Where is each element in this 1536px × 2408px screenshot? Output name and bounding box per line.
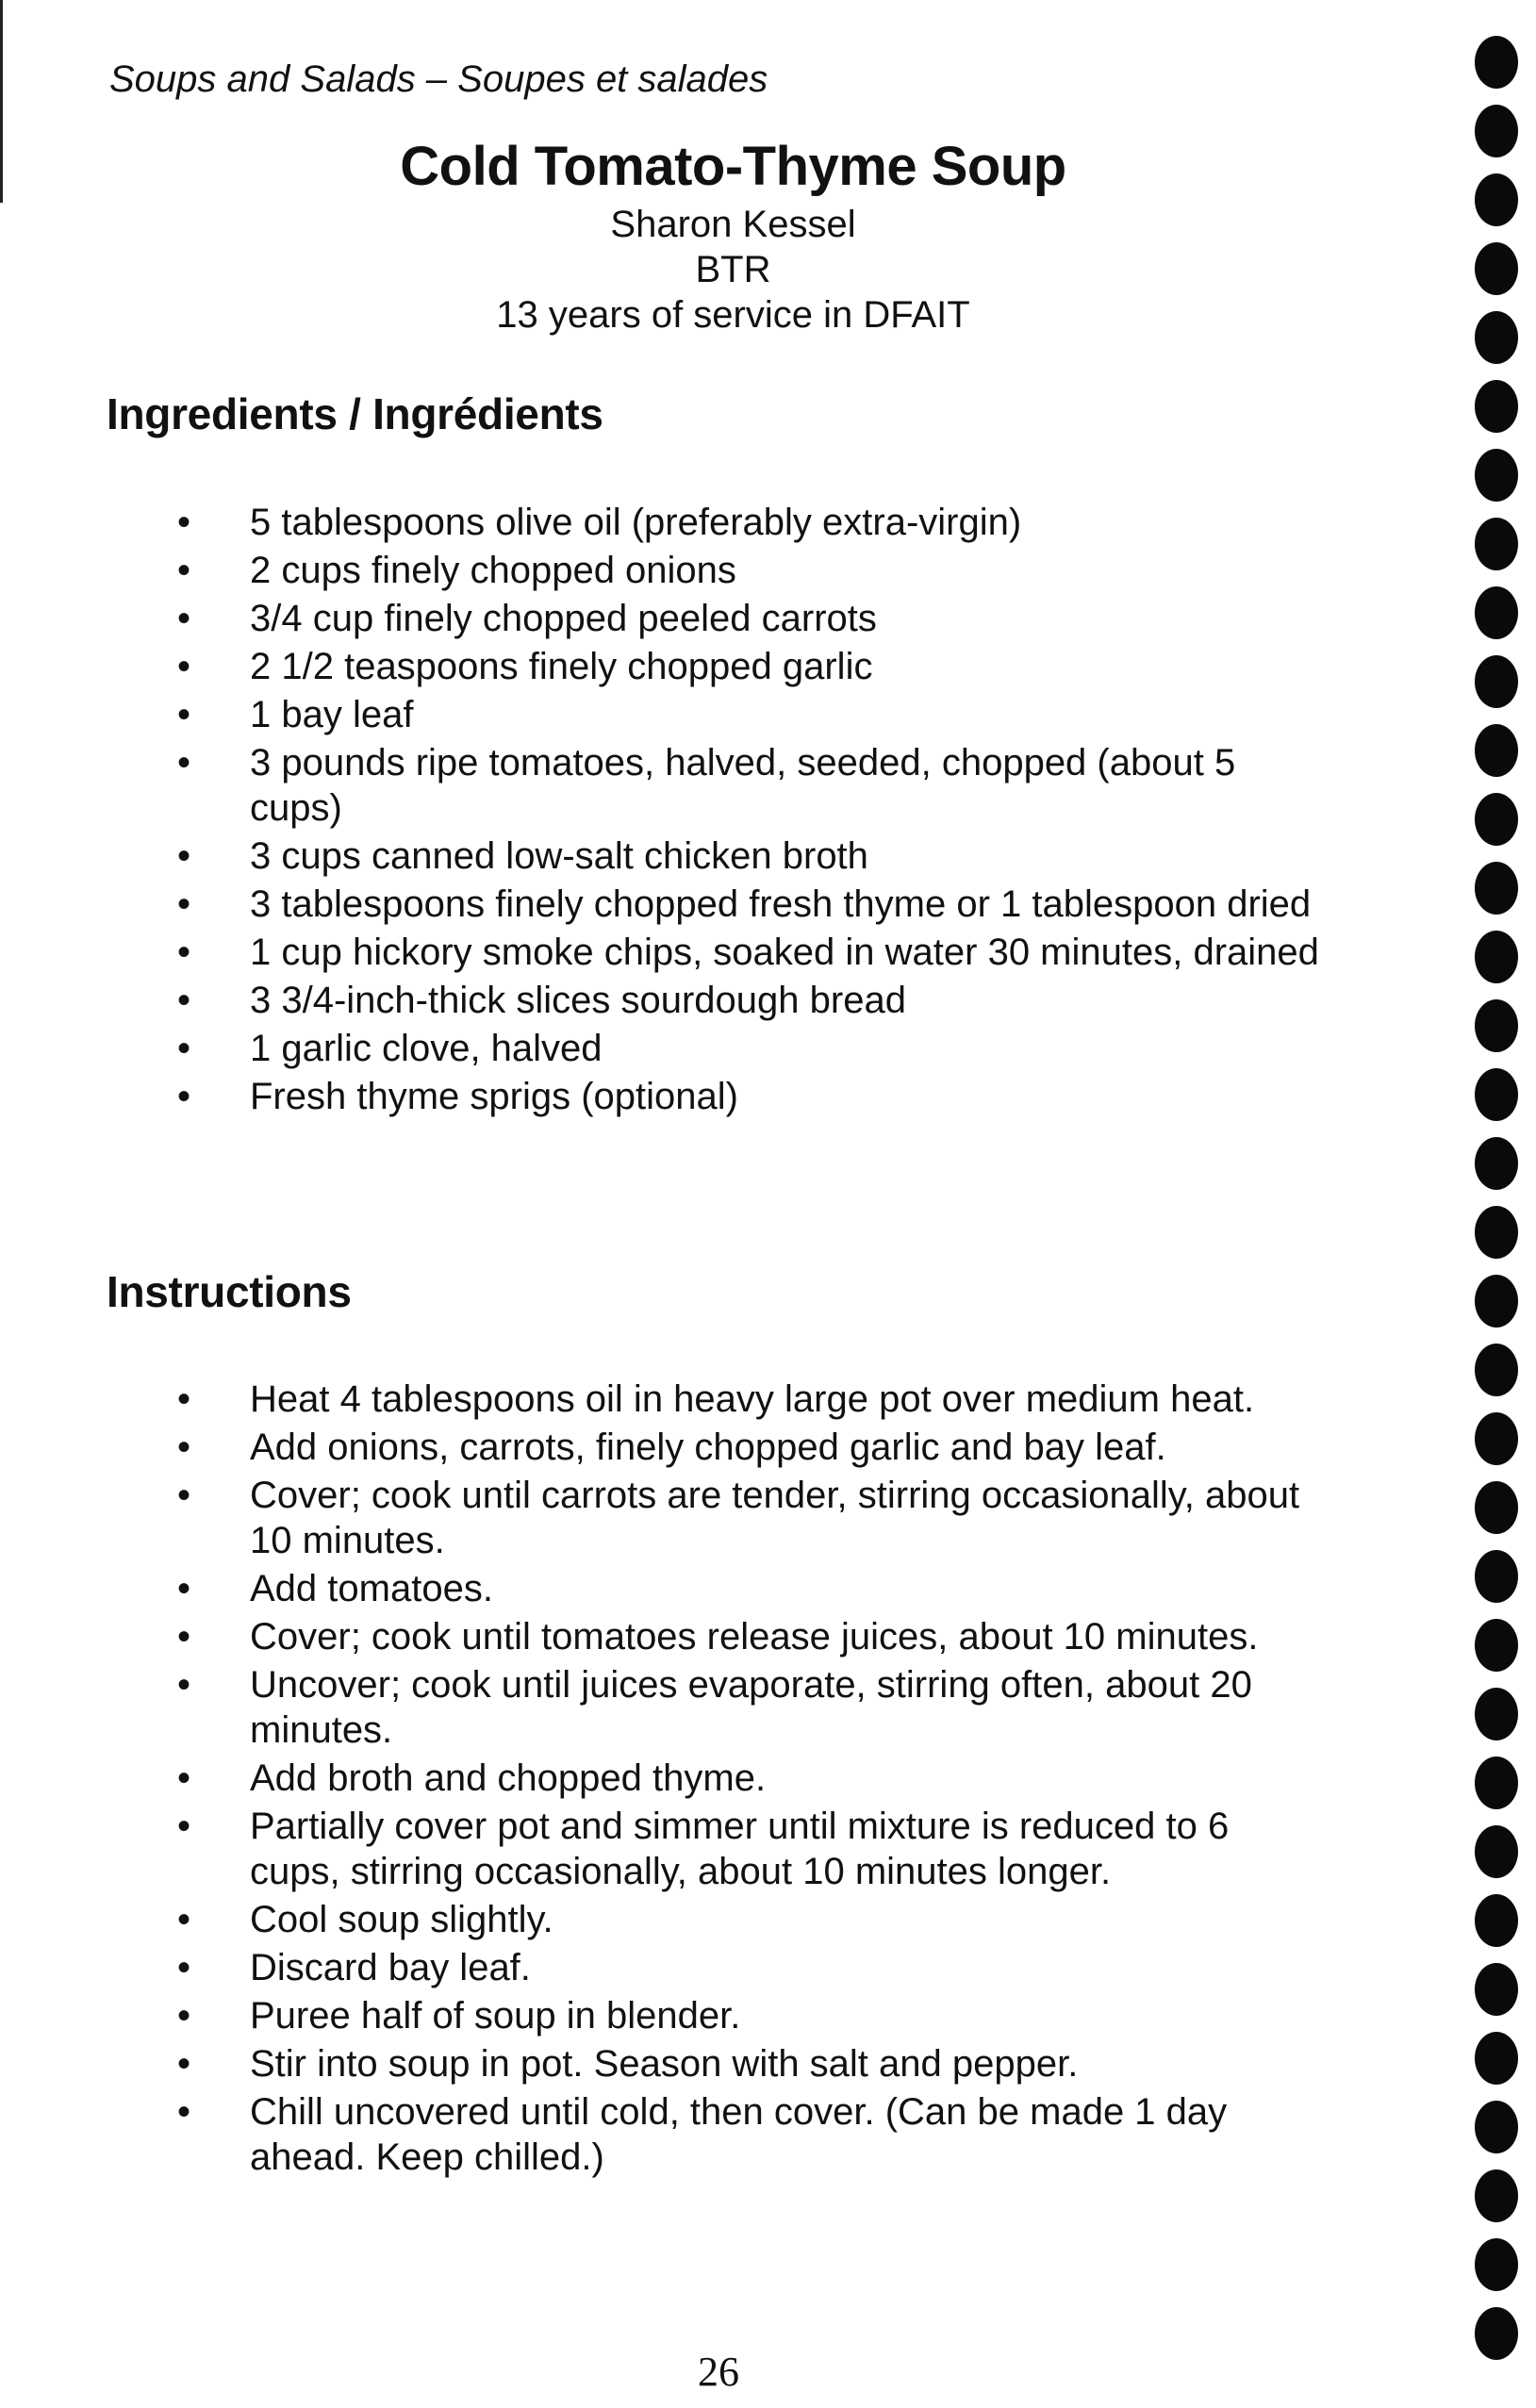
ingredient-text: 2 1/2 teaspoons finely chopped garlic: [250, 646, 873, 687]
bullet-icon: •: [177, 1616, 191, 1658]
bullet-icon: •: [177, 980, 191, 1021]
bullet-icon: •: [177, 742, 191, 783]
recipe-title-block: [0, 132, 1466, 338]
instruction-step: [0, 1473, 1320, 1563]
ingredient-text: 3 cups canned low-salt chicken broth: [250, 835, 868, 877]
instruction-step: [0, 1897, 1320, 1942]
binding-hole-icon: [1475, 862, 1518, 915]
binding-hole-icon: [1475, 1550, 1518, 1603]
ingredient-item: [0, 644, 1320, 689]
bullet-icon: •: [177, 835, 191, 877]
binding-hole-icon: [1475, 2307, 1518, 2360]
binding-hole-icon: [1475, 1894, 1518, 1947]
binding-hole-icon: [1475, 2101, 1518, 2153]
ingredient-text: 1 garlic clove, halved: [250, 1028, 603, 1069]
ingredient-item: [0, 978, 1320, 1023]
ingredient-item: [0, 740, 1320, 831]
instructions-list: [0, 1377, 1320, 2183]
binding-hole-icon: [1475, 1275, 1518, 1328]
binding-hole-icon: [1475, 1344, 1518, 1396]
ingredient-item: [0, 930, 1320, 975]
ingredient-item: [0, 882, 1320, 927]
instruction-step: [0, 1377, 1320, 1422]
binding-hole-icon: [1475, 2032, 1518, 2085]
bullet-icon: •: [177, 2091, 191, 2133]
instruction-text: Add tomatoes.: [250, 1568, 493, 1609]
instruction-step: [0, 1425, 1320, 1470]
bullet-icon: •: [177, 1378, 191, 1420]
bullet-icon: •: [177, 1947, 191, 1988]
instruction-text: Puree half of soup in blender.: [250, 1995, 741, 2037]
binding-hole-icon: [1475, 586, 1518, 639]
bullet-icon: •: [177, 1568, 191, 1609]
binding-hole-icon: [1475, 931, 1518, 983]
bullet-icon: •: [177, 2043, 191, 2085]
bullet-icon: •: [177, 598, 191, 639]
binding-hole-icon: [1475, 518, 1518, 570]
binding-hole-icon: [1475, 105, 1518, 157]
ingredient-item: [0, 548, 1320, 593]
ingredient-item: [0, 1026, 1320, 1071]
instruction-text: Cover; cook until carrots are tender, stirring occasionally, about 10 minutes.: [250, 1475, 1300, 1561]
instruction-text: Cool soup slightly.: [250, 1899, 553, 1940]
binding-hole-icon: [1475, 1825, 1518, 1878]
instruction-step: [0, 2089, 1320, 2180]
instruction-step: [0, 1945, 1320, 1990]
binding-hole-icon: [1475, 1412, 1518, 1465]
ingredient-item: [0, 596, 1320, 641]
instructions-heading: Instructions: [107, 1267, 352, 1316]
bullet-icon: •: [177, 1475, 191, 1516]
ingredient-text: 3/4 cup finely chopped peeled carrots: [250, 598, 877, 639]
binding-hole-icon: [1475, 1963, 1518, 2016]
binding-hole-icon: [1475, 655, 1518, 708]
recipe-title: Cold Tomato-Thyme Soup: [400, 136, 1066, 197]
instruction-step: [0, 1756, 1320, 1801]
binding-hole-icon: [1475, 2238, 1518, 2291]
bullet-icon: •: [177, 1076, 191, 1117]
ingredient-text: 3 tablespoons finely chopped fresh thyme or 1 tablespoon dried: [250, 883, 1312, 925]
instruction-step: [0, 1566, 1320, 1611]
binding-hole-icon: [1475, 1137, 1518, 1190]
ingredient-text: 2 cups finely chopped onions: [250, 550, 736, 591]
bullet-icon: •: [177, 1806, 191, 1847]
ingredient-item: [0, 833, 1320, 879]
instruction-step: [0, 2041, 1320, 2086]
ingredient-text: 5 tablespoons olive oil (preferably extra-virgin): [250, 502, 1022, 543]
instruction-text: Stir into soup in pot. Season with salt and pepper.: [250, 2043, 1079, 2085]
bullet-icon: •: [177, 1995, 191, 2037]
binding-hole-icon: [1475, 242, 1518, 295]
instruction-text: Uncover; cook until juices evaporate, stirring often, about 20 minutes.: [250, 1664, 1252, 1751]
bullet-icon: •: [177, 646, 191, 687]
instruction-text: Add broth and chopped thyme.: [250, 1757, 767, 1799]
bullet-icon: •: [177, 883, 191, 925]
binding-hole-icon: [1475, 311, 1518, 364]
binding-holes: [1468, 36, 1525, 2376]
instruction-text: Discard bay leaf.: [250, 1947, 531, 1988]
instruction-text: Add onions, carrots, finely chopped garlic and bay leaf.: [250, 1427, 1166, 1468]
binding-hole-icon: [1475, 2169, 1518, 2222]
binding-hole-icon: [1475, 1757, 1518, 1809]
binding-hole-icon: [1475, 724, 1518, 777]
bullet-icon: •: [177, 932, 191, 973]
bullet-icon: •: [177, 694, 191, 735]
ingredient-item: [0, 692, 1320, 737]
bullet-icon: •: [177, 1757, 191, 1799]
bullet-icon: •: [177, 1028, 191, 1069]
binding-hole-icon: [1475, 793, 1518, 846]
instruction-step: [0, 1993, 1320, 2038]
instruction-text: Partially cover pot and simmer until mixture is reduced to 6 cups, stirring occasionally, about 10 minutes longer.: [250, 1806, 1230, 1892]
binding-hole-icon: [1475, 449, 1518, 502]
recipe-author: Sharon Kessel: [610, 204, 856, 245]
instruction-text: Heat 4 tablespoons oil in heavy large pot over medium heat.: [250, 1378, 1255, 1420]
page-number: 26: [698, 2349, 739, 2395]
binding-hole-icon: [1475, 1068, 1518, 1121]
ingredient-text: 3 3/4-inch-thick slices sourdough bread: [250, 980, 906, 1021]
ingredients-heading: Ingredients / Ingrédients: [107, 389, 603, 438]
instruction-text: Cover; cook until tomatoes release juices, about 10 minutes.: [250, 1616, 1259, 1658]
bullet-icon: •: [177, 1427, 191, 1468]
ingredient-item: [0, 500, 1320, 545]
binding-hole-icon: [1475, 380, 1518, 433]
binding-hole-icon: [1475, 1481, 1518, 1534]
bullet-icon: •: [177, 1899, 191, 1940]
ingredients-list: [0, 500, 1320, 1122]
binding-hole-icon: [1475, 173, 1518, 226]
bullet-icon: •: [177, 502, 191, 543]
instruction-step: [0, 1662, 1320, 1753]
binding-hole-icon: [1475, 1688, 1518, 1740]
ingredient-text: 1 cup hickory smoke chips, soaked in water 30 minutes, drained: [250, 932, 1319, 973]
recipe-division: BTR: [695, 249, 771, 290]
bullet-icon: •: [177, 1664, 191, 1706]
ingredient-text: 3 pounds ripe tomatoes, halved, seeded, chopped (about 5 cups): [250, 742, 1236, 829]
binding-hole-icon: [1475, 1206, 1518, 1259]
bullet-icon: •: [177, 550, 191, 591]
section-header: Soups and Salads – Soupes et salades: [109, 58, 768, 100]
instruction-text: Chill uncovered until cold, then cover. (Can be made 1 day ahead. Keep chilled.): [250, 2091, 1228, 2178]
ingredient-text: Fresh thyme sprigs (optional): [250, 1076, 738, 1117]
ingredient-item: [0, 1074, 1320, 1119]
ingredient-text: 1 bay leaf: [250, 694, 414, 735]
recipe-service: 13 years of service in DFAIT: [496, 294, 970, 336]
binding-hole-icon: [1475, 36, 1518, 89]
binding-hole-icon: [1475, 1619, 1518, 1672]
binding-hole-icon: [1475, 999, 1518, 1052]
instruction-step: [0, 1804, 1320, 1894]
instruction-step: [0, 1614, 1320, 1659]
